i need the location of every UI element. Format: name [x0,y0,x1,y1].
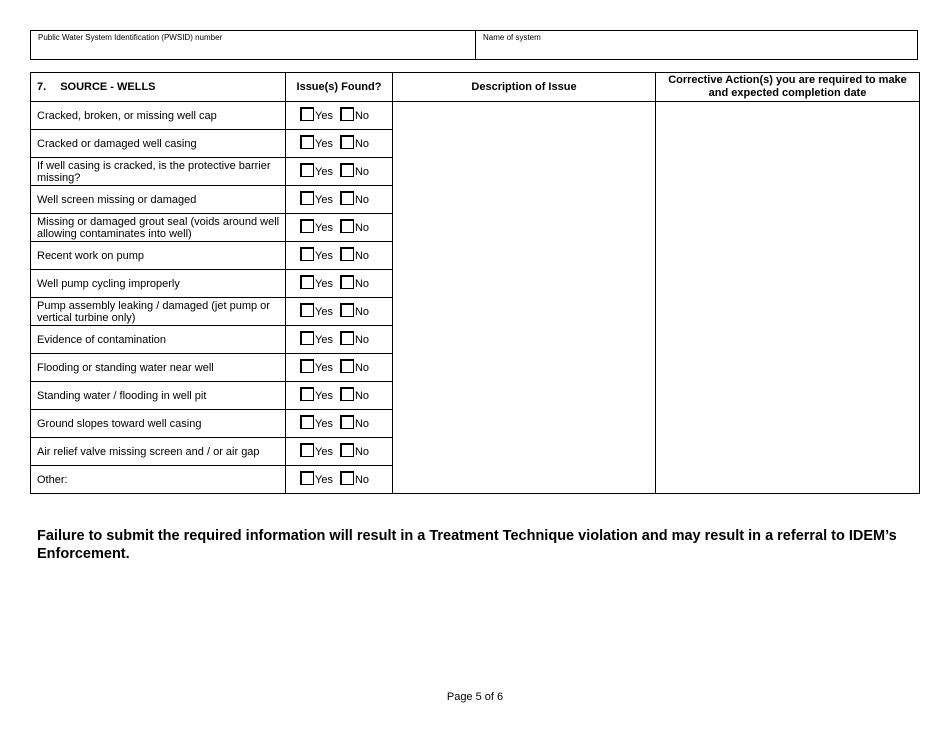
yes-label: Yes [315,165,333,178]
yes-label: Yes [315,109,333,122]
yes-checkbox[interactable] [300,191,314,205]
issue-found-options [286,298,393,326]
issue-found-options [286,102,393,130]
yes-label: Yes [315,221,333,234]
yes-label: Yes [315,137,333,150]
yes-checkbox[interactable] [300,247,314,261]
issue-found-options [286,466,393,494]
issue-found-options [286,354,393,382]
no-checkbox[interactable] [340,163,354,177]
issue-item-label: Evidence of contamination [31,326,286,354]
issue-found-options [286,130,393,158]
section-title: SOURCE - WELLS [60,80,156,93]
yes-checkbox[interactable] [300,219,314,233]
yes-checkbox[interactable] [300,163,314,177]
source-wells-table [30,72,920,494]
no-label: No [354,193,370,206]
issue-item-label: Recent work on pump [31,242,286,270]
no-checkbox[interactable] [340,387,354,401]
no-checkbox[interactable] [340,275,354,289]
issue-found-options [286,242,393,270]
pwsid-field[interactable] [31,31,476,59]
no-label: No [354,305,370,318]
system-name-label: Name of system [483,33,541,42]
yes-label: Yes [315,445,333,458]
issue-found-options [286,186,393,214]
issue-found-options [286,158,393,186]
issues-found-header: Issue(s) Found? [286,73,393,102]
no-label: No [354,277,370,290]
yes-checkbox[interactable] [300,415,314,429]
issue-item-label: Other: [31,466,286,494]
yes-label: Yes [315,277,333,290]
yes-checkbox[interactable] [300,303,314,317]
no-label: No [354,137,370,150]
issue-found-options [286,382,393,410]
yes-label: Yes [315,249,333,262]
issue-item-label: Cracked or damaged well casing [31,130,286,158]
issue-item-label: Cracked, broken, or missing well cap [31,102,286,130]
yes-label: Yes [315,193,333,206]
issue-found-options [286,326,393,354]
yes-checkbox[interactable] [300,387,314,401]
no-label: No [354,389,370,402]
yes-checkbox[interactable] [300,107,314,121]
no-label: No [354,473,370,486]
yes-label: Yes [315,305,333,318]
no-checkbox[interactable] [340,415,354,429]
yes-checkbox[interactable] [300,359,314,373]
yes-checkbox[interactable] [300,331,314,345]
issue-item-label: Ground slopes toward well casing [31,410,286,438]
corrective-action-header: Corrective Action(s) you are required to make and expected completion date [656,73,920,102]
no-checkbox[interactable] [340,303,354,317]
corrective-action-field[interactable] [656,102,920,494]
no-label: No [354,333,370,346]
no-label: No [354,361,370,374]
yes-label: Yes [315,473,333,486]
yes-checkbox[interactable] [300,471,314,485]
issue-item-label: If well casing is cracked, is the protective barrier missing? [31,158,286,186]
yes-label: Yes [315,333,333,346]
yes-checkbox[interactable] [300,135,314,149]
no-checkbox[interactable] [340,247,354,261]
system-info-header [30,30,918,60]
yes-label: Yes [315,361,333,374]
pwsid-label: Public Water System Identification (PWSID) number [38,33,223,42]
no-label: No [354,445,370,458]
issue-item-label: Missing or damaged grout seal (voids around well allowing contaminates into well) [31,214,286,242]
yes-checkbox[interactable] [300,443,314,457]
issue-item-label: Well screen missing or damaged [31,186,286,214]
no-checkbox[interactable] [340,219,354,233]
no-checkbox[interactable] [340,359,354,373]
issue-found-options [286,438,393,466]
no-checkbox[interactable] [340,135,354,149]
no-checkbox[interactable] [340,107,354,121]
issue-item-label: Flooding or standing water near well [31,354,286,382]
no-label: No [354,109,370,122]
issue-found-options [286,270,393,298]
description-header: Description of Issue [393,73,656,102]
section-number: 7. [37,80,47,93]
yes-label: Yes [315,389,333,402]
no-checkbox[interactable] [340,471,354,485]
no-checkbox[interactable] [340,443,354,457]
system-name-field[interactable] [476,31,917,59]
description-field[interactable] [393,102,656,494]
no-checkbox[interactable] [340,191,354,205]
page-number: Page 5 of 6 [446,691,504,703]
no-label: No [354,249,370,262]
no-label: No [354,221,370,234]
enforcement-notice: Failure to submit the required information will result in a Treatment Technique violation and may result in a referral to IDEM’s Enforcement. [37,528,897,562]
issue-item-label: Standing water / flooding in well pit [31,382,286,410]
issue-item-label: Well pump cycling improperly [31,270,286,298]
no-label: No [354,417,370,430]
section-heading [31,73,286,102]
issue-item-label: Pump assembly leaking / damaged (jet pump or vertical turbine only) [31,298,286,326]
issue-item-label: Air relief valve missing screen and / or air gap [31,438,286,466]
yes-label: Yes [315,417,333,430]
issue-found-options [286,214,393,242]
issue-found-options [286,410,393,438]
no-label: No [354,165,370,178]
table-header-row [31,73,920,102]
no-checkbox[interactable] [340,331,354,345]
yes-checkbox[interactable] [300,275,314,289]
table-row [31,102,920,130]
